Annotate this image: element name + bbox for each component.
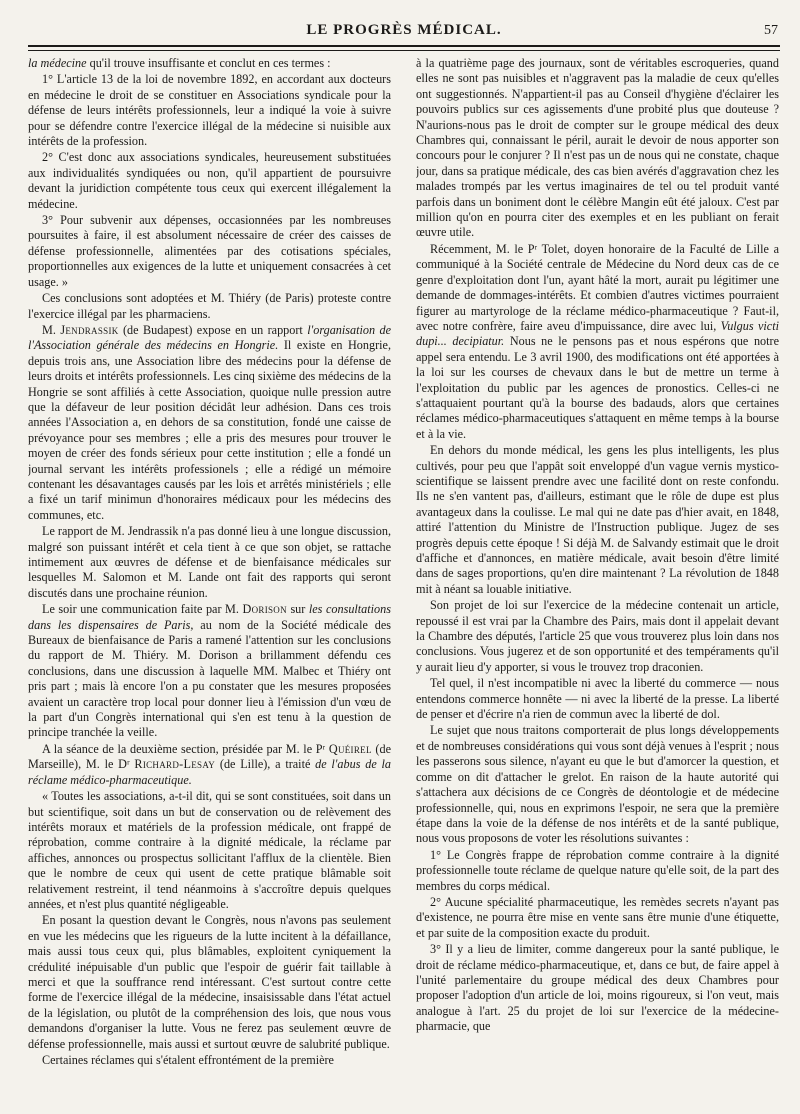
text-run: Ces conclusions sont adoptées et M. Thiéry (de Paris) proteste contre l'exercice illégal par les pharmaciens. <box>28 291 391 321</box>
speaker-name: Richard-Lesay <box>134 757 216 772</box>
header-rule-thick <box>28 45 780 47</box>
paragraph <box>28 56 391 71</box>
page-number: 57 <box>764 23 778 38</box>
journal-title: LE PROGRÈS MÉDICAL. <box>306 22 502 38</box>
text-run: A la séance de la deuxième section, présidée par M. le Pʳ <box>42 741 329 756</box>
paragraph <box>28 742 391 788</box>
paragraph <box>28 323 391 523</box>
right-column <box>416 56 779 1106</box>
text-run: 1° L'article 13 de la loi de novembre 1892, en accordant aux docteurs en médecine le droit de se constituer en Associations syndicale pour la défense de leurs intérêts professionnels, leur a indiqué la voie à suivre pour se défendre contre l'exercice illégal de la médecine si nuisible aux intérêts de la profession. <box>28 72 391 149</box>
left-column <box>28 56 391 1106</box>
text-run: 2° Aucune spécialité pharmaceutique, les remèdes secrets n'ayant pas d'existence, ne pourra être mise en vente sans être munie d'une étiquette, et par suite de la composition exacte du produit. <box>416 894 779 940</box>
text-run: 3° Il y a lieu de limiter, comme dangereux pour la santé publique, le droit de réclame médico-pharmaceutique, et, dans ce but, de faire appel à l'unité parlementaire du groupe médical des deux Chambres pour proposer l'adoption d'un article de loi, moins rigoureux, si l'on veut, mais analogue à l'art. 25 du projet de loi sur l'exercice de la médecine-pharmacie, que <box>416 942 779 1034</box>
paragraph <box>416 942 779 1034</box>
text-run: Certaines réclames qui s'étalent effrontément de la première <box>42 1053 334 1067</box>
paragraph <box>28 1053 391 1068</box>
text-run: (de Marseille), M. le Dʳ <box>28 741 391 772</box>
text-run: sur <box>286 602 309 617</box>
text-run: En dehors du monde médical, les gens les plus intelligents, les plus cultivés, pour peu que l'appât soit enveloppé d'un vague vernis mystico-scientifique se laissent prendre avec une facilité dont on reste confondu. Ils ne s'en vantent pas, d'ailleurs, estimant que le rôle de dupe est plus avantageux dans la coulisse. Le mal qui ne date pas d'hier avait, en 1848, attiré l'attention du Ministre de l'Instruction publique. Jugez de ses progrès depuis cette époque ! Si déjà M. de Salvandy estimait que le droit d'affiche et d'annonces, en matière médicale, avait besoin d'être limité dans de sages proportions, qu'en dire maintenant ? La révolution de 1848 mit à néant sa louable initiative. <box>416 443 779 596</box>
italic-text: les consultations dans les dispensaires de Paris, <box>28 602 391 632</box>
paragraph <box>28 524 391 601</box>
speaker-name: Jendrassik <box>60 322 119 337</box>
text-run: Il existe en Hongrie, depuis trois ans, une Association libre des médecins pour la défense de leurs droits et intérêts professionnels. Les cinq sixième des médecins de la Hongrie se sont affiliés à cette Association, quoique nulle pression autre que la défaveur de leur position décidât leur adhésion. Dans ces trois années l'Association a, en dehors de sa constitution, fondé une caisse de prévoyance pour ses membres ; elle a pris des mesures pour trouver le moyen de créer des fonds sérieux pour cette institution ; elle a fondé un journal servant les intérêts professionels ; elle a rédigé un mémoire contenant les désavantages causés par les lois et arrêtés ministériels ; elle a fixé un tarif minimun d'honoraires médicaux pour les médecins des communes, etc. <box>28 338 391 522</box>
italic-text: l'organisation de l'Association générale des médecins en Hongrie. <box>28 322 391 353</box>
text-run: Le soir une communication faite par M. <box>42 602 243 617</box>
paragraph <box>28 213 391 290</box>
text-run: 1° Le Congrès frappe de réprobation comme contraire à la dignité professionnelle toute réclame de quelque nature qu'elle soit, de la part des membres du corps médical. <box>416 847 779 893</box>
text-run: Nous ne le pensons pas et nous espérons que notre appel sera entendu. Le 3 avril 1900, des modifications ont été apportées à la loi sur les courses de chevaux dans le but de mettre un terme à l'exploitation du public par les agences de pronostics. Celles-ci ne s'attaquaient pourtant qu'à la bourse des badauds, alors que certaines réclames médico-pharmaceutiques s'attaquent en même temps à la bourse et à la vie. <box>416 334 779 441</box>
paragraph <box>416 598 779 675</box>
paragraph <box>416 723 779 846</box>
italic-text: de l'abus de la réclame médico-pharmaceutique. <box>28 757 391 787</box>
header-rule-thin <box>28 50 780 51</box>
text-run: à la quatrième page des journaux, sont de véritables escroqueries, quand elles ne sont pas nuisibles et n'aggravent pas la maladie de ceux qu'elles ont suggestionnés. N'appartient-il pas au Conseil d'hygiène d'éclairer les pouvoirs publics sur ces agissements d'une probité plus que douteuse ? N'aurions-nous pas le droit de compter sur le groupe médical des deux Chambres qui, connaissant le péril, aurait le devoir de nous apporter son concours pour le conjurer ? Il n'est pas un de nous qui ne constate, chaque jour, dans sa pratique médicale, des cas bien avérés d'aggravation chez les malades trompés par les vertus imaginaires de tel ou tel produit vanté parfois dans un boniment dont le célèbre Mangin eût été jaloux. C'est par million qu'on en pourra citer des exemples et en les publiant on ferait œuvre utile. <box>416 56 779 240</box>
text-run: « Toutes les associations, a-t-il dit, qui se sont constituées, soit dans un but scientifique, soit dans un but de conservation ou de relèvement des intérêts moraux et matériels de la profession médicale, ont frappé de réprobation, comme contraire à la dignité médicale, la réclame par affiches, annonces ou prospectus sollicitant l'afflux de la clientèle. Bien que le nombre de ceux qui usent de cette pratique blâmable soit relativement restreint, il tend néanmoins à s'accroître depuis quelques années, et n'est plus quantité négligeable. <box>28 789 391 911</box>
paragraph <box>28 789 391 912</box>
italic-text: la médecine <box>28 56 87 70</box>
paragraph <box>416 848 779 894</box>
paragraph <box>416 443 779 597</box>
text-run: Son projet de loi sur l'exercice de la médecine contenait un article, repoussé il est vrai par la Chambre des Pairs, mais dont il appelait devant la Chambre des députés, l'article 25 que vous trouverez plus loin dans nos conclusions. Vous jugerez et de son opportunité et des tempéraments qu'il y aurait lieu d'y apporter, si vous le trouvez trop draconien. <box>416 598 779 674</box>
paragraph <box>416 895 779 941</box>
paragraph <box>416 242 779 442</box>
paragraph <box>28 913 391 1052</box>
text-run: 2° C'est donc aux associations syndicales, heureusement substituées aux individualités syndiquées ou non, qu'il appartient de poursuivre devant la juridiction compétente tous ceux qui exercent illégalement la médecine. <box>28 150 391 211</box>
text-run: Récemment, M. le Pʳ Tolet, doyen honoraire de la Faculté de Lille a communiqué à la Société centrale de Médecine du Nord deux cas de ce genre d'exploitation dont l'un, ayant hâté la mort, aurait pu légitimer une demande de dommages-intérêts. Et combien d'autres victimes pourraient figurer au martyrologe de la réclame médico-pharmaceutique ? Faut-il, avec notre confrère, faire aveu d'impuissance, dire avec lui, <box>416 241 779 333</box>
text-run: qu'il trouve insuffisante et conclut en ces termes : <box>86 56 331 70</box>
text-run: 3° Pour subvenir aux dépenses, occasionnées par les nombreuses poursuites à faire, il est absolument nécessaire de créer des caisses de défense professionnelle, alimentées par des cotisations spéciales, proportionnelles aux exigences de la lutte et uniquement consacrées à cet usage. » <box>28 213 391 289</box>
paragraph <box>28 150 391 212</box>
text-run: Tel quel, il n'est incompatible ni avec la liberté du commerce — nous entendons commerce honnête — ni avec la liberté de la presse. La liberté de penser et d'écrire n'a rien de commun avec la liberté de dol. <box>416 676 779 722</box>
text-run: Le sujet que nous traitons comporterait de plus longs développements et de nombreuses considérations qui vous sont déjà venues à l'esprit ; nous les passerons sous silence, n'ayant eu que le but d'amorcer la question, et comme on dit d'attacher le grelot. En raison de la haute autorité qui s'attachera aux décisions de ce Congrès de déontologie et de médecine professionnelle, qui, nous en exprimons l'espoir, ne sera que la première étape dans la voie de la défense de nos intérêts et de la santé publique, nous vous proposons de voter les résolutions suivantes : <box>416 723 779 846</box>
text-run: Le rapport de M. Jendrassik n'a pas donné lieu à une longue discussion, malgré son puissant intérêt et cela tient à ce que son objet, se rattache intimement aux œuvres de défense et de bienfaisance médicales sur lesquelles M. Salomon et M. Lande ont fait des rapports qui seront discutés dans une prochaine réunion. <box>28 524 391 600</box>
paragraph <box>416 56 779 241</box>
speaker-name: Dorison <box>242 602 287 617</box>
speaker-name: Quéirel <box>328 741 372 756</box>
text-run: M. <box>42 322 61 337</box>
paragraph <box>28 291 391 322</box>
paragraph <box>28 602 391 741</box>
paragraph <box>28 72 391 149</box>
text-run: (de Lille), a traité <box>215 757 316 772</box>
text-run: au nom de la Société médicale des Bureaux de bienfaisance de Paris a ramené l'attention sur les conclusions du rapport de M. Thiéry. M. Dorison a brillamment défendu ces conclusions, dans une discussion à laquelle MM. Malbec et Thiéry ont pris part ; mais là encore l'on a pu constater que les mesures proposées avaient un caractère trop local pour donner lieu à l'émission d'un vœu de la part d'un Congrès international qui s'en est tenu à la question de principe tranchée la veille. <box>28 617 391 740</box>
paragraph <box>416 676 779 722</box>
italic-text: Vulgus victi dupi... decipiatur. <box>416 318 779 349</box>
running-header <box>28 20 780 42</box>
text-run: En posant la question devant le Congrès, nous n'avons pas seulement en vue les médecins que les rigueurs de la lutte incitent à la défaillance, mais aussi tous ceux qui, plus blâmables, exploitent cyniquement la crédulité inépuisable d'un public que l'espoir de guérir fait taillable à merci et que la souffrance rend intéressant. C'est surtout contre cette forme de l'exercice illégal de la médecine, insaisissable dans l'état actuel de la législation, ou plutôt de la compréhension des lois, que nous vous demandons d'organiser la lutte. Vous ne ferez pas seulement œuvre de défense professionnelle, mais aussi et surtout œuvre de salubrité publique. <box>28 913 391 1051</box>
text-run: (de Budapest) expose en un rapport <box>118 322 308 337</box>
